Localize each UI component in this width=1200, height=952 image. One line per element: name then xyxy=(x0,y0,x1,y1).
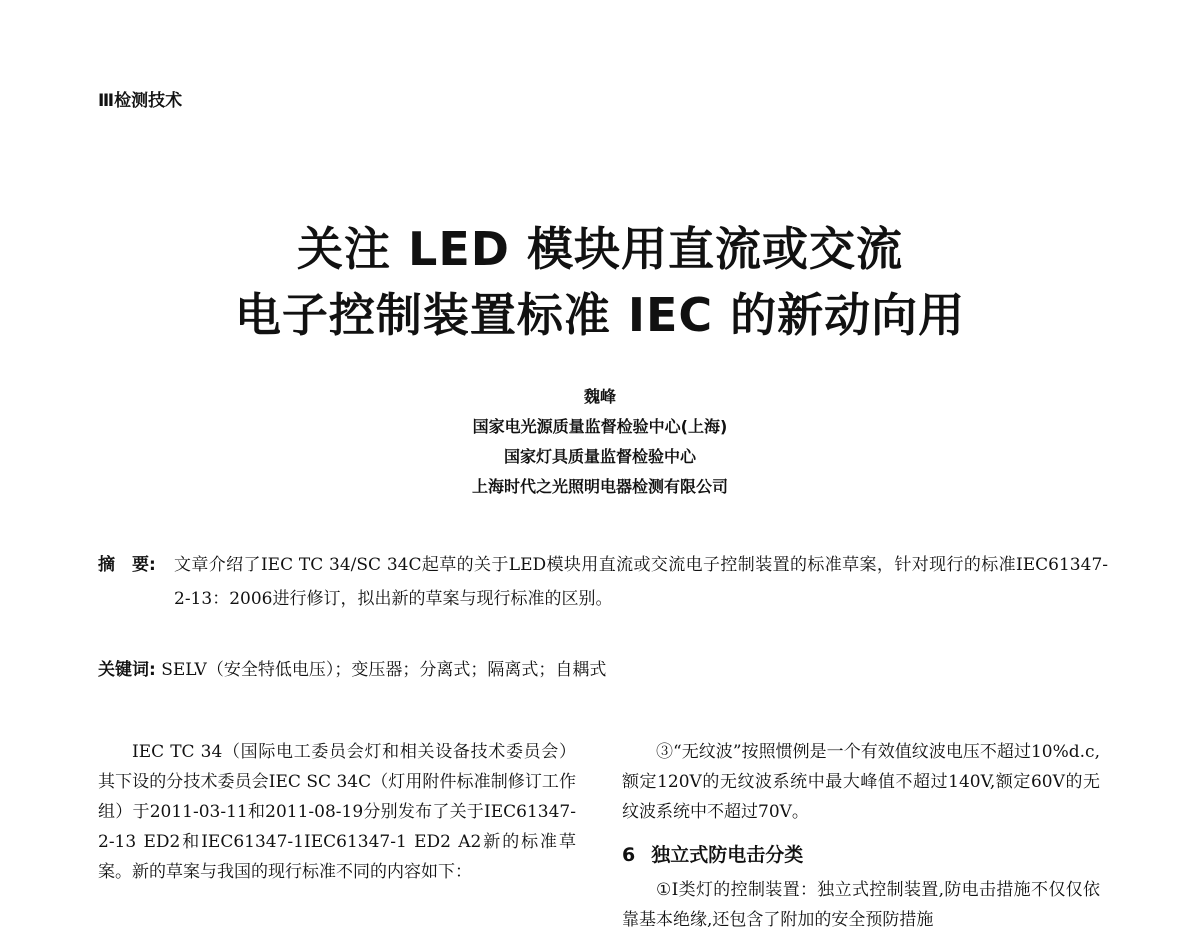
affiliation-1: 国家电光源质量监督检验中心(上海) xyxy=(472,417,728,436)
section-6-number: 6 xyxy=(622,844,636,866)
intro-paragraph: IEC TC 34（国际电工委员会灯和相关设备技术委员会）其下设的分技术委员会IEC SC 34C（灯用附件标准制修订工作组）于2011-03-11和2011-08-19分别发布了关于IEC61347-2-13 ED2和IEC61347-1IEC61347-1 ED2 A2新的标准草案。新的草案与我国的现行标准不同的内容如下： xyxy=(98,742,576,882)
author-name: 魏峰 xyxy=(583,387,616,406)
article-title-line-2: 电子控制装置标准 IEC 的新动向用 xyxy=(234,288,966,342)
ripple-free-paragraph: ③“无纹波”按照惯例是一个有效值纹波电压不超过10%d.c,额定120V的无纹波系统中最大峰值不超过140V,额定60V的无纹波系统中不超过70V。 xyxy=(622,742,1100,822)
keywords-text: SELV（安全特低电压）；变压器；分离式；隔离式；自耦式 xyxy=(155,660,607,680)
abstract-text: 文章介绍了IEC TC 34/SC 34C起草的关于LED模块用直流或交流电子控制装置的标准草案，针对现行的标准IEC61347-2-13：2006进行修订，拟出新的草案与现行标准的区别。 xyxy=(174,555,1108,609)
abstract-label: 摘 要: xyxy=(98,555,156,575)
section-6-heading xyxy=(622,841,1100,869)
left-column xyxy=(98,737,576,887)
section-tag: Ⅲ检测技术 xyxy=(98,91,183,111)
author-block xyxy=(0,382,1200,502)
section-6-title: 独立式防电击分类 xyxy=(651,844,804,866)
right-column xyxy=(622,737,1100,935)
affiliation-2: 国家灯具质量监督检验中心 xyxy=(503,447,696,466)
affiliation-3: 上海时代之光照明电器检测有限公司 xyxy=(471,477,728,496)
article-title-line-1: 关注 LED 模块用直流或交流 xyxy=(297,222,903,276)
abstract xyxy=(98,548,1108,616)
keywords xyxy=(98,655,606,685)
class-i-paragraph: ①I类灯的控制装置：独立式控制装置,防电击措施不仅仅依靠基本绝缘,还包含了附加的安全预防措施 xyxy=(622,880,1100,930)
keywords-label: 关键词: xyxy=(98,660,156,680)
